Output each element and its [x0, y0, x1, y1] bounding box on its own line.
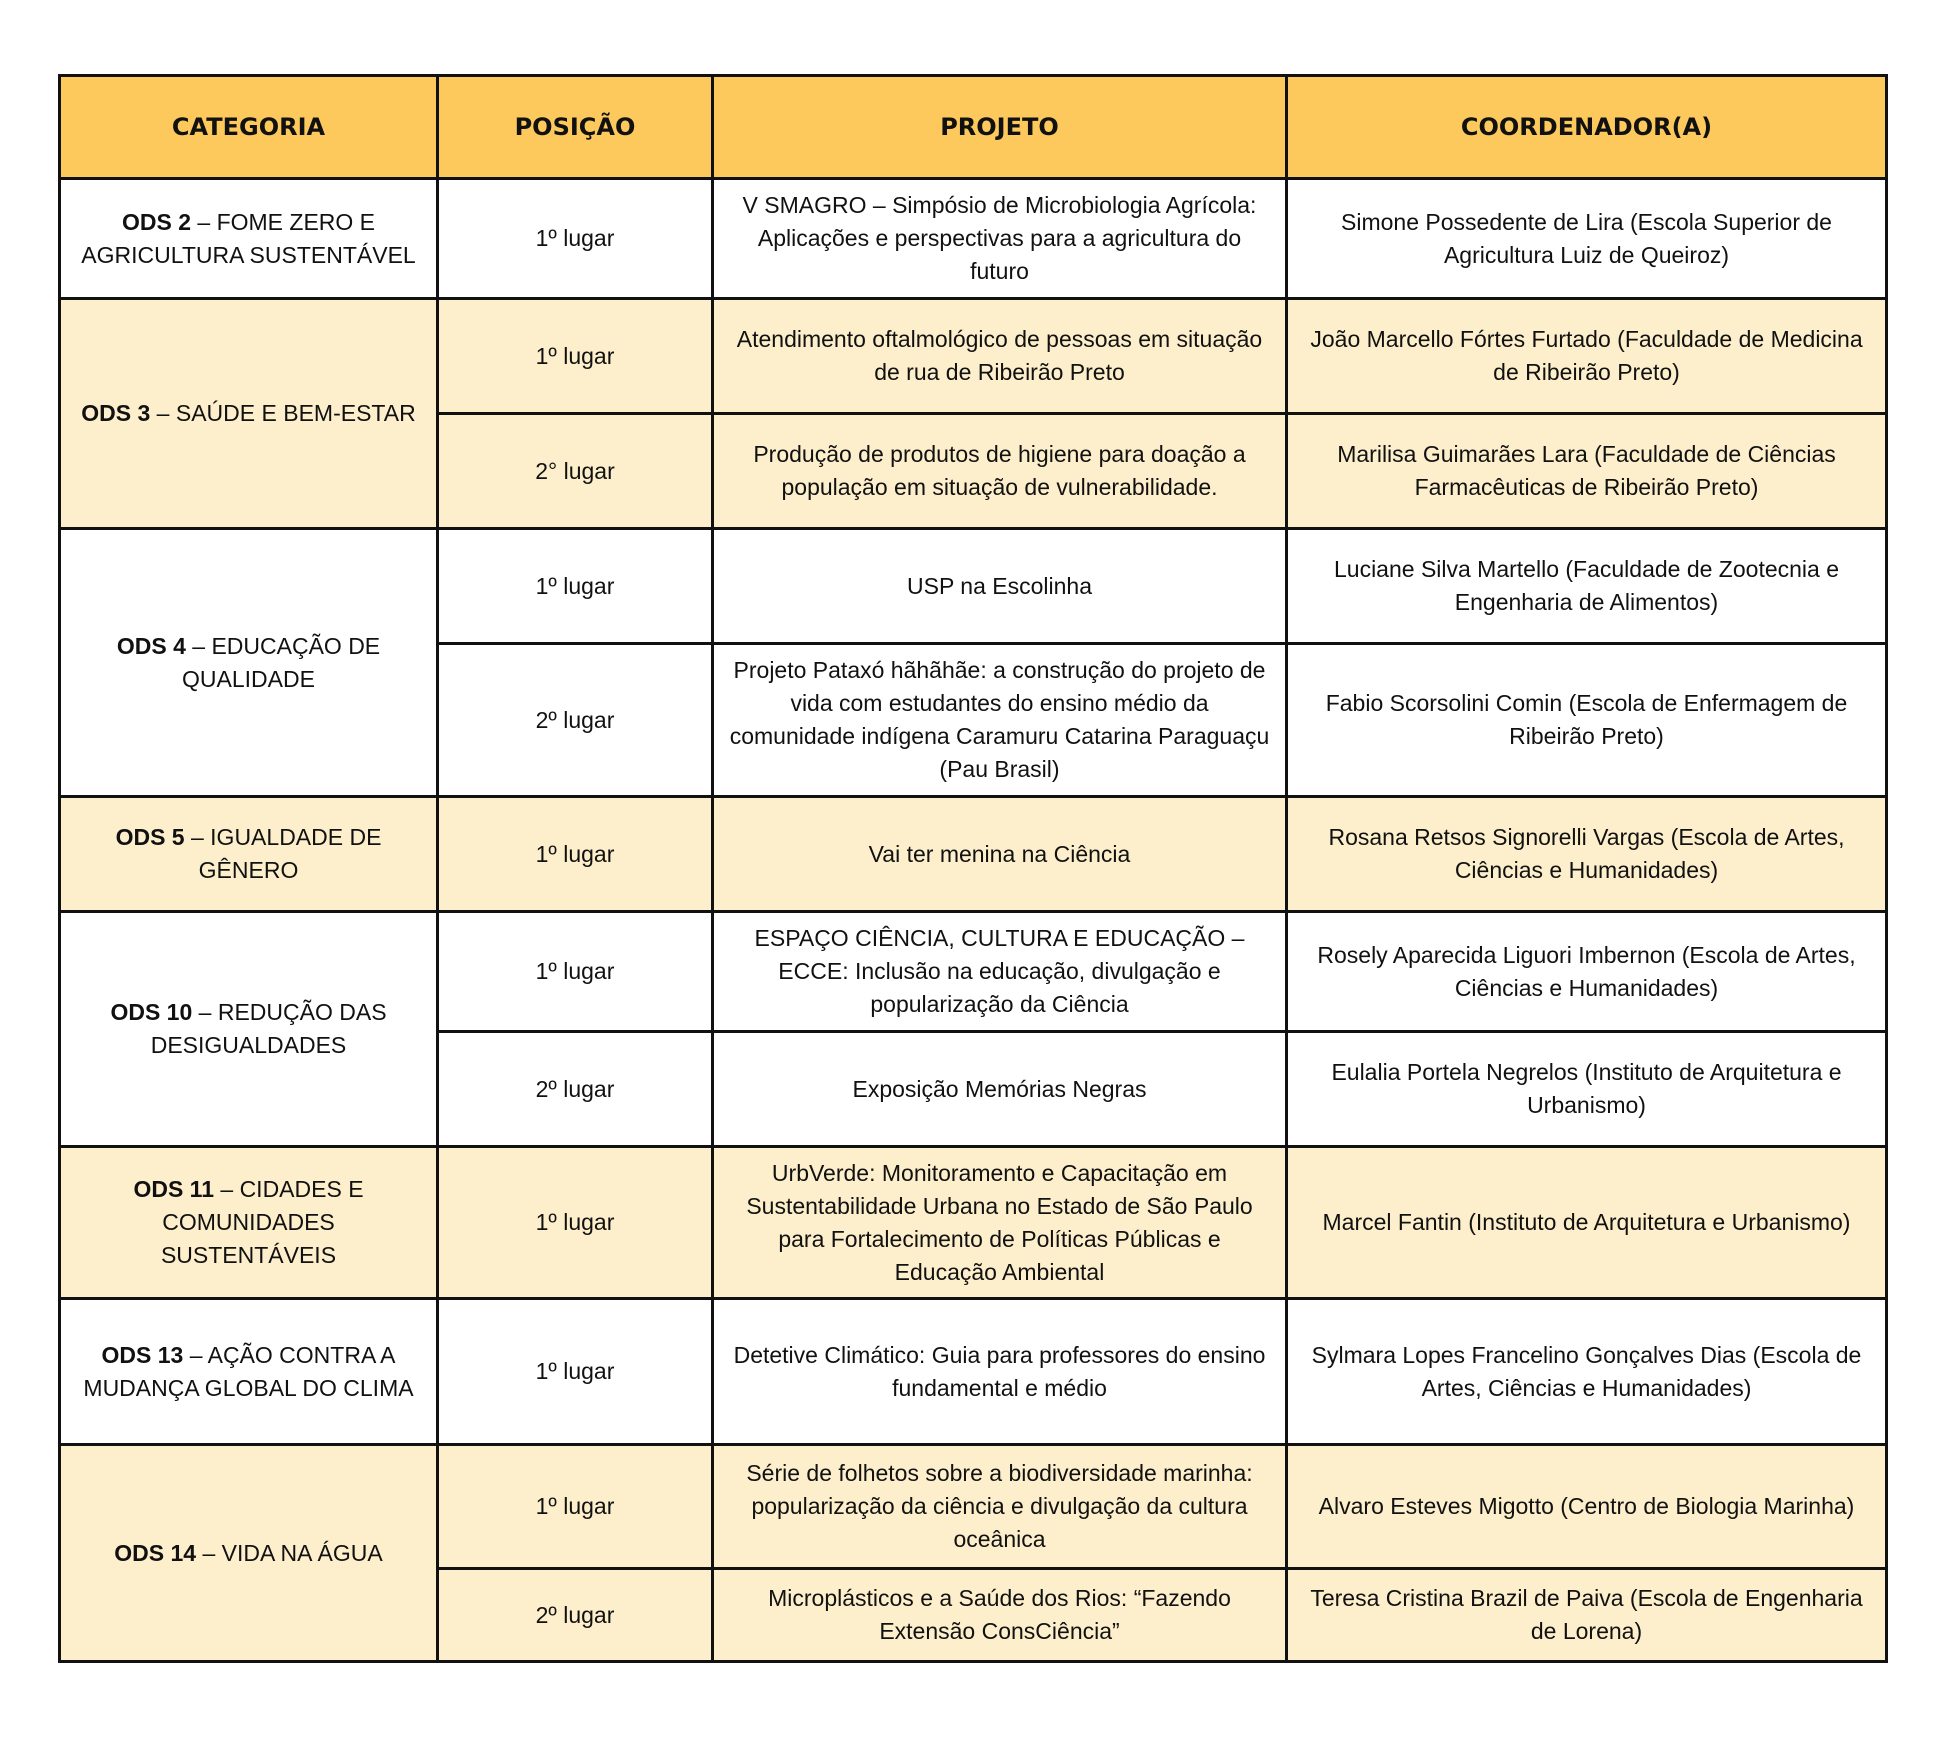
table-body [60, 179, 1887, 1662]
coordinator-cell: Rosely Aparecida Liguori Imbernon (Escola de Artes, Ciências e Humanidades) [1287, 912, 1887, 1032]
category-name: – CIDADES E COMUNIDADES SUSTENTÁVEIS [160, 1176, 364, 1268]
category-code: ODS 14 [114, 1539, 197, 1566]
category-cell [60, 1147, 438, 1299]
position-cell: 1º lugar [438, 529, 713, 644]
position-cell: 1º lugar [438, 1445, 713, 1569]
position-cell: 2° lugar [438, 414, 713, 529]
category-name: – FOME ZERO E AGRICULTURA SUSTENTÁVEL [81, 208, 416, 268]
table-row [60, 797, 1887, 912]
category-code: ODS 13 [101, 1341, 184, 1368]
coordinator-cell: João Marcello Fórtes Furtado (Faculdade de Medicina de Ribeirão Preto) [1287, 299, 1887, 414]
table-header [60, 76, 1887, 179]
header-projeto: PROJETO [713, 76, 1287, 179]
header-row [60, 76, 1887, 179]
coordinator-cell: Marilisa Guimarães Lara (Faculdade de Ciências Farmacêuticas de Ribeirão Preto) [1287, 414, 1887, 529]
coordinator-cell: Luciane Silva Martello (Faculdade de Zootecnia e Engenharia de Alimentos) [1287, 529, 1887, 644]
position-cell: 2º lugar [438, 1032, 713, 1147]
category-code: ODS 4 [116, 632, 186, 659]
position-cell: 1º lugar [438, 912, 713, 1032]
table-row [60, 529, 1887, 644]
position-cell: 1º lugar [438, 797, 713, 912]
category-cell [60, 529, 438, 797]
project-cell: UrbVerde: Monitoramento e Capacitação em Sustentabilidade Urbana no Estado de São Paulo para Fortalecimento de Políticas Públicas e Educação Ambiental [713, 1147, 1287, 1299]
coordinator-cell: Eulalia Portela Negrelos (Instituto de Arquitetura e Urbanismo) [1287, 1032, 1887, 1147]
category-cell [60, 179, 438, 299]
category-name: – VIDA NA ÁGUA [196, 1539, 383, 1566]
project-cell: Microplásticos e a Saúde dos Rios: “Fazendo Extensão ConsCiência” [713, 1569, 1287, 1662]
coordinator-cell: Teresa Cristina Brazil de Paiva (Escola de Engenharia de Lorena) [1287, 1569, 1887, 1662]
header-coordenador: COORDENADOR(A) [1287, 76, 1887, 179]
table-row [60, 179, 1887, 299]
project-cell: Série de folhetos sobre a biodiversidade marinha: popularização da ciência e divulgação da cultura oceânica [713, 1445, 1287, 1569]
category-code: ODS 2 [121, 208, 191, 235]
category-cell [60, 1299, 438, 1445]
coordinator-cell: Sylmara Lopes Francelino Gonçalves Dias (Escola de Artes, Ciências e Humanidades) [1287, 1299, 1887, 1445]
category-cell [60, 912, 438, 1147]
position-cell: 1º lugar [438, 1147, 713, 1299]
table-row [60, 912, 1887, 1032]
coordinator-cell: Marcel Fantin (Instituto de Arquitetura e Urbanismo) [1287, 1147, 1887, 1299]
category-name: – SAÚDE E BEM-ESTAR [150, 400, 416, 426]
coordinator-cell: Simone Possedente de Lira (Escola Superior de Agricultura Luiz de Queiroz) [1287, 179, 1887, 299]
category-cell [60, 1445, 438, 1662]
project-cell: Produção de produtos de higiene para doação a população em situação de vulnerabilidade. [713, 414, 1287, 529]
position-cell: 1º lugar [438, 299, 713, 414]
category-code: ODS 3 [81, 400, 151, 426]
category-cell [60, 797, 438, 912]
header-posicao: POSIÇÃO [438, 76, 713, 179]
header-categoria: CATEGORIA [60, 76, 438, 179]
coordinator-cell: Fabio Scorsolini Comin (Escola de Enfermagem de Ribeirão Preto) [1287, 644, 1887, 797]
project-cell: ESPAÇO CIÊNCIA, CULTURA E EDUCAÇÃO – ECCE: Inclusão na educação, divulgação e popularização da Ciência [713, 912, 1287, 1032]
project-cell: USP na Escolinha [713, 529, 1287, 644]
table-row [60, 299, 1887, 414]
table-row [60, 1299, 1887, 1445]
category-code: ODS 11 [133, 1176, 214, 1202]
table-row [60, 1147, 1887, 1299]
project-cell: Vai ter menina na Ciência [713, 797, 1287, 912]
category-cell [60, 299, 438, 529]
project-cell: Projeto Pataxó hãhãhãe: a construção do projeto de vida com estudantes do ensino médio da comunidade indígena Caramuru Catarina Paraguaçu (Pau Brasil) [713, 644, 1287, 797]
coordinator-cell: Alvaro Esteves Migotto (Centro de Biologia Marinha) [1287, 1445, 1887, 1569]
table-row [60, 1445, 1887, 1569]
category-name: – IGUALDADE DE GÊNERO [184, 824, 382, 883]
results-table [58, 74, 1888, 1663]
category-name: – AÇÃO CONTRA A MUDANÇA GLOBAL DO CLIMA [83, 1341, 414, 1401]
position-cell: 2º lugar [438, 1569, 713, 1662]
project-cell: Detetive Climático: Guia para professores do ensino fundamental e médio [713, 1299, 1287, 1445]
position-cell: 1º lugar [438, 179, 713, 299]
coordinator-cell: Rosana Retsos Signorelli Vargas (Escola de Artes, Ciências e Humanidades) [1287, 797, 1887, 912]
category-code: ODS 10 [110, 999, 193, 1025]
category-name: – REDUÇÃO DAS DESIGUALDADES [150, 999, 387, 1058]
project-cell: V SMAGRO – Simpósio de Microbiologia Agrícola: Aplicações e perspectivas para a agricultura do futuro [713, 179, 1287, 299]
project-cell: Atendimento oftalmológico de pessoas em situação de rua de Ribeirão Preto [713, 299, 1287, 414]
category-name: – EDUCAÇÃO DE QUALIDADE [182, 632, 381, 692]
position-cell: 1º lugar [438, 1299, 713, 1445]
project-cell: Exposição Memórias Negras [713, 1032, 1287, 1147]
category-code: ODS 5 [115, 824, 185, 850]
position-cell: 2º lugar [438, 644, 713, 797]
